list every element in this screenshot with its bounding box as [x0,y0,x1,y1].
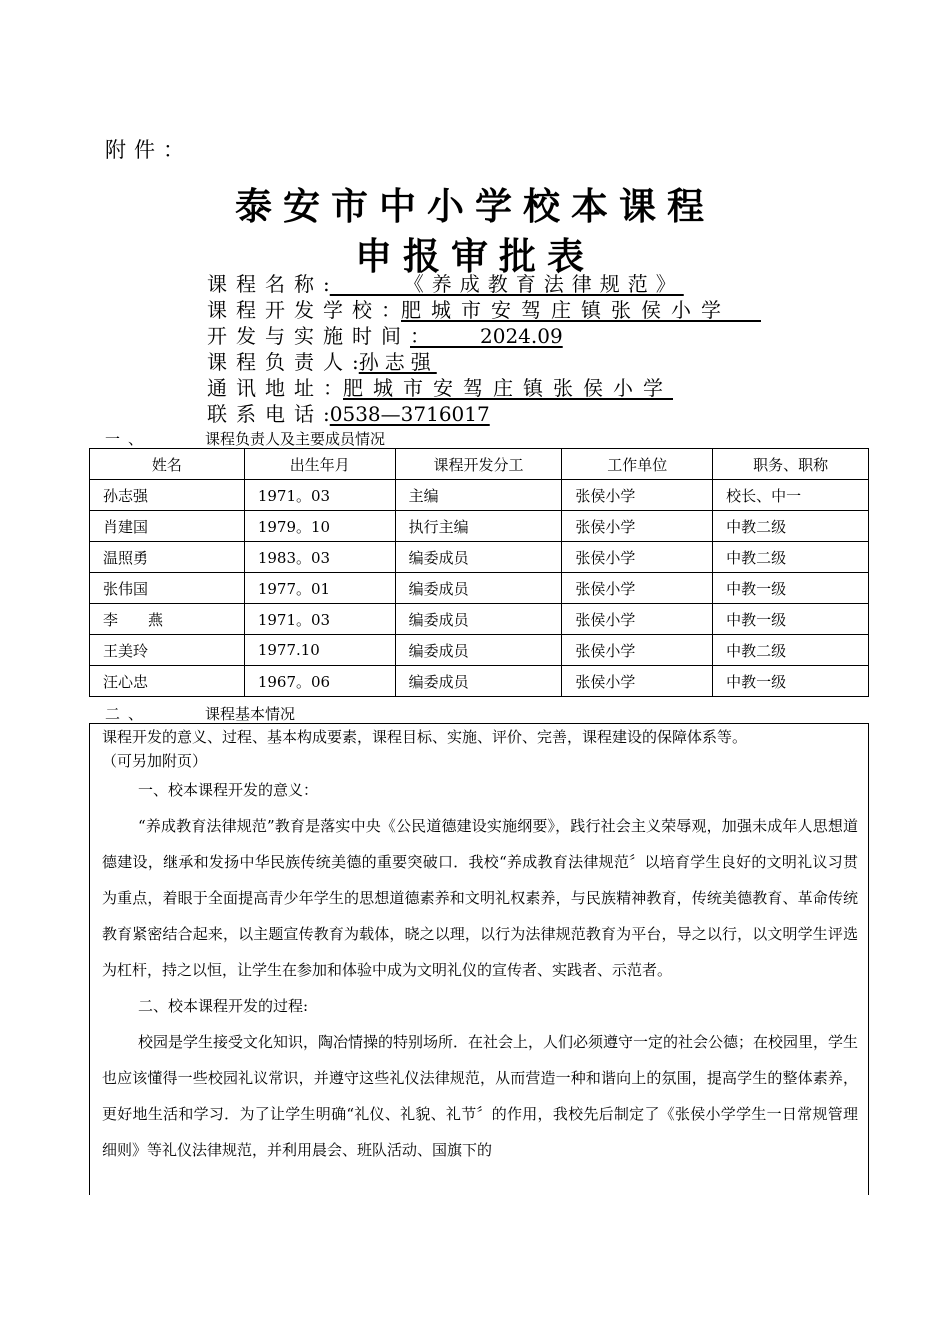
table-row [90,480,869,511]
cell-birth: 1967。06 [244,666,395,697]
cell-name: 张伟国 [90,573,245,604]
info-value: 0538—3716017 [329,402,490,426]
info-value: ： 2024.09 [410,324,563,348]
subheading-significance: 一、校本课程开发的意义： [138,781,319,799]
attachment-label: 附件： [105,138,192,162]
section2-heading [105,703,295,724]
cell-name: 孙志强 [90,480,245,511]
subheading-process: 二、校本课程开发的过程: [138,997,309,1015]
paragraph-process: 校园是学生接受文化知识，陶冶情操的特别场所．在社会上，人们必须遵守一定的社会公德；在校园里，学生也应该懂得一些校园礼议常识，并遵守这些礼仪法律规范，从而营造一种和谐向上的氛围，提高学生的整体素养，更好地生活和学习．为了让学生明确“礼仪、礼貌、礼节〞的作用，我校先后制定了《张侯小学学生一日常规管理细则》等礼仪法律规范，并利用晨会、班队活动、国旗下的 [102,1033,859,1159]
cell-title: 校长、中一 [713,480,869,511]
intro-note: （可另加附页） [102,752,208,770]
header-name: 姓名 [90,449,245,480]
table-row [90,666,869,697]
cell-title: 中教二级 [713,635,869,666]
info-sep: : [352,350,359,374]
table-header-row [90,449,869,480]
cell-name: 李 燕 [90,604,245,635]
info-label: 通讯地址 [207,376,323,400]
info-phone [207,401,490,427]
info-date [207,323,563,349]
cell-birth: 1971。03 [244,604,395,635]
cell-name: 汪心忠 [90,666,245,697]
cell-birth: 1977。01 [244,573,395,604]
cell-role: 主编 [395,480,562,511]
info-label: 开发与实施时间 [207,324,410,348]
info-label: 课程负责人 [207,350,352,374]
section-number: 二、 [105,705,152,723]
header-workplace: 工作单位 [562,449,713,480]
cell-role: 编委成员 [395,666,562,697]
cell-birth: 1977.10 [244,635,395,666]
table-row [90,604,869,635]
info-label: 联系电话 [207,402,323,426]
header-birth: 出生年月 [244,449,395,480]
paragraph-significance: “养成教育法律规范”教育是落实中央《公民道德建设实施纲要》，践行社会主义荣辱观，加强未成年人思想道德建设，继承和发扬中华民族传统美德的重要突破口．我校“养成教育法律规范〞以培育学生良好的文明礼议习贯为重点，着眼于全面提高青少年学生的思想道德素养和文明礼权素养，与民族精神教育，传统美德教育、革命传统教育紧密结合起来，以主题宣传教育为载体，晓之以理，以行为法律规范教育为平台，导之以行，以文明学生评选为杠杆，持之以恒，让学生在参加和体验中成为文明礼仪的宣传者、实践者、示范者。 [102,817,858,979]
info-label: 课程名称 [207,272,323,296]
cell-role: 编委成员 [395,542,562,573]
form-title-line1: 泰安市中小学校本课程 [235,185,715,228]
members-table [89,448,869,697]
cell-title: 中教二级 [713,542,869,573]
info-value: 《养成教育法律规范》 [329,272,684,296]
section-title: 课程负责人及主要成员情况 [205,430,386,448]
info-sep: ： [381,298,401,322]
section1-heading [105,428,385,449]
basic-info-box [89,723,869,1195]
cell-birth: 1979。10 [244,511,395,542]
cell-workplace: 张侯小学 [562,573,713,604]
form-title-line2: 申报审批表 [355,235,595,278]
cell-role: 编委成员 [395,635,562,666]
info-address [207,375,673,401]
cell-role: 执行主编 [395,511,562,542]
cell-birth: 1983。03 [244,542,395,573]
cell-title: 中教二级 [713,511,869,542]
table-row [90,573,869,604]
cell-role: 编委成员 [395,573,562,604]
table-row [90,542,869,573]
info-value: 孙志强 [358,350,437,374]
info-leader [207,349,437,375]
intro-text: 课程开发的意义、过程、基本构成要素，课程目标、实施、评价、完善，课程建设的保障体系等。 [102,728,748,746]
section-number: 一、 [105,430,152,448]
cell-workplace: 张侯小学 [562,666,713,697]
table-row [90,635,869,666]
cell-workplace: 张侯小学 [562,604,713,635]
cell-workplace: 张侯小学 [562,511,713,542]
cell-role: 编委成员 [395,604,562,635]
header-title: 职务、职称 [713,449,869,480]
table-row [90,511,869,542]
cell-title: 中教一级 [713,573,869,604]
cell-name: 温照勇 [90,542,245,573]
info-course-name [207,271,684,297]
cell-birth: 1971。03 [244,480,395,511]
info-sep: : [323,272,330,296]
info-sep: ： [323,376,343,400]
cell-title: 中教一级 [713,604,869,635]
cell-title: 中教一级 [713,666,869,697]
info-value: 肥城市安驾庄镇张侯小学 [343,376,673,400]
cell-name: 肖建国 [90,511,245,542]
header-role: 课程开发分工 [395,449,562,480]
cell-workplace: 张侯小学 [562,480,713,511]
info-sep: : [323,402,330,426]
cell-name: 王美玲 [90,635,245,666]
info-label: 课程开发学校 [207,298,381,322]
section-title: 课程基本情况 [205,705,296,723]
info-school [207,297,761,323]
info-value: 肥城市安驾庄镇张侯小学 [401,298,761,322]
cell-workplace: 张侯小学 [562,635,713,666]
cell-workplace: 张侯小学 [562,542,713,573]
